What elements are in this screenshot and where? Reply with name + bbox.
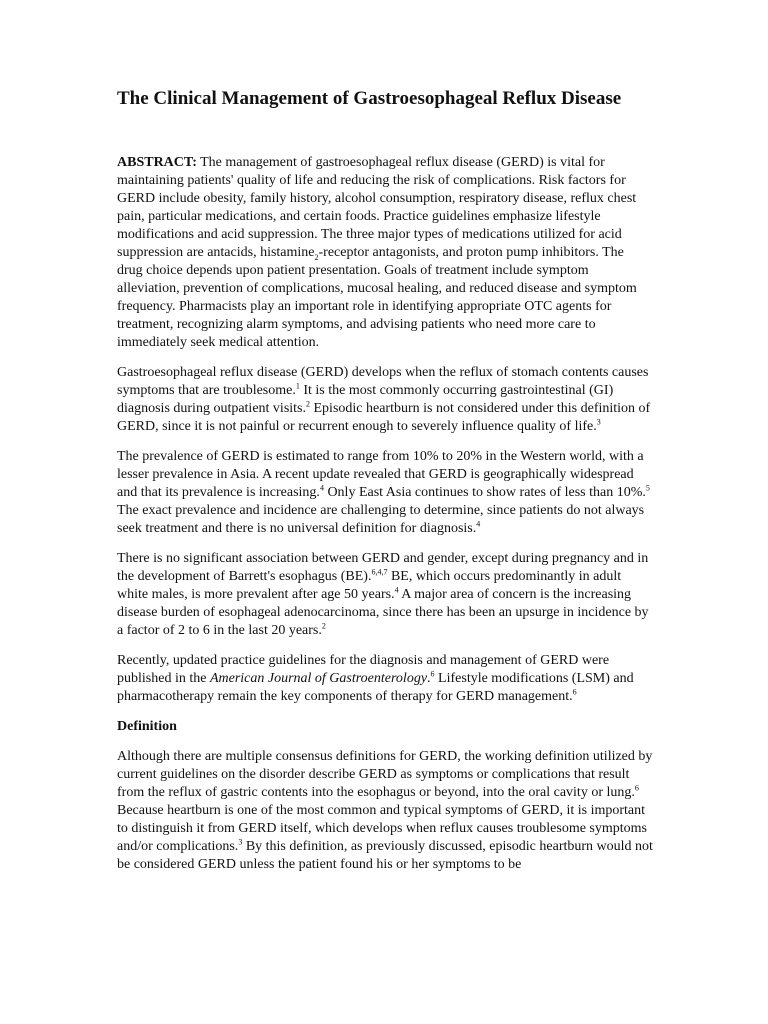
text-run: Lifestyle modifications (LSM) and pharmacotherapy remain the key components of therapy for GERD management. <box>117 671 634 704</box>
citation-superscript: 3 <box>238 837 243 847</box>
text-run: The exact prevalence and incidence are challenging to determine, since patients do not always seek treatment and there is no universal definition for diagnosis. <box>117 503 645 536</box>
text-run: Only East Asia continues to show rates of less than 10%. <box>323 485 646 500</box>
document-title: The Clinical Management of Gastroesophageal Reflux Disease <box>117 88 622 109</box>
paragraph-prevalence <box>117 448 653 538</box>
citation-superscript: 3 <box>596 417 601 427</box>
abstract-text-a: The management of gastroesophageal reflux disease (GERD) is vital for maintaining patients' quality of life and reducing the risk of complications. Risk factors for GERD include obesity, family history, alcohol consumption, respiratory disease, reflux chest pain, particular medications, and certain foods. Practice guidelines emphasize lifestyle modifications and acid suppression. The three major types of medications utilized for acid suppression are antacids, histamine <box>117 155 637 260</box>
text-run: By this definition, as previously discussed, episodic heartburn would not be considered GERD unless the patient found his or her symptoms to be <box>117 839 653 872</box>
citation-superscript: 2 <box>321 621 326 631</box>
text-run: There is no significant association between GERD and gender, except during pregnancy and in the development of Barrett's esophagus (BE). <box>117 551 649 584</box>
citation-superscript: 6 <box>572 687 577 697</box>
text-run: Episodic heartburn is not considered under this definition of GERD, since it is not painful or recurrent enough to severely influence quality of life. <box>117 401 651 434</box>
document-body <box>117 154 653 874</box>
citation-superscript: 6 <box>634 783 639 793</box>
citation-superscript: 6,4,7 <box>371 567 388 577</box>
abstract-paragraph <box>117 154 653 352</box>
paragraph-gender-association <box>117 550 653 640</box>
journal-name: American Journal of Gastroenterology <box>209 671 428 686</box>
citation-superscript: 4 <box>319 483 324 493</box>
citation-superscript: 4 <box>476 519 481 529</box>
text-run: BE, which occurs predominantly in adult white males, is more prevalent after age 50 years. <box>117 569 622 602</box>
citation-superscript: 6 <box>430 669 435 679</box>
citation-superscript: 1 <box>295 381 300 391</box>
paragraph-definition <box>117 748 653 874</box>
section-heading-definition: Definition <box>117 719 177 734</box>
abstract-label: ABSTRACT: <box>117 155 197 170</box>
paragraph-guidelines <box>117 652 653 706</box>
paragraph-gerd-intro <box>117 364 653 436</box>
abstract-text-b: -receptor antagonists, and proton pump inhibitors. The drug choice depends upon patient presentation. Goals of treatment include symptom alleviation, prevention of complications, mucosal healing, and reduced disease and symptom frequency. Pharmacists play an important role in identifying appropriate OTC agents for treatment, recognizing alarm symptoms, and advising patients who need more care to immediately seek medical attention. <box>117 245 637 350</box>
text-run: It is the most commonly occurring gastrointestinal (GI) diagnosis during outpatient visits. <box>117 383 614 416</box>
citation-superscript: 4 <box>394 585 399 595</box>
text-run: The prevalence of GERD is estimated to range from 10% to 20% in the Western world, with a lesser prevalence in Asia. A recent update revealed that GERD is geographically widespread and that its prevalence is increasing. <box>117 449 644 500</box>
text-run: Gastroesophageal reflux disease (GERD) develops when the reflux of stomach contents causes symptoms that are troublesome. <box>117 365 649 398</box>
text-run: Although there are multiple consensus definitions for GERD, the working definition utilized by current guidelines on the disorder describe GERD as symptoms or complications that result from the reflux of gastric contents into the esophagus or beyond, into the oral cavity or lung. <box>117 749 653 800</box>
subscript: 2 <box>314 252 319 262</box>
text-run: . <box>427 671 431 686</box>
citation-superscript: 5 <box>645 483 650 493</box>
citation-superscript: 2 <box>306 399 310 409</box>
text-run: Because heartburn is one of the most common and typical symptoms of GERD, it is important to distinguish it from GERD itself, which develops when reflux causes troublesome symptoms and/or complications. <box>117 803 647 854</box>
text-run: Recently, updated practice guidelines for the diagnosis and management of GERD were published in the <box>117 653 610 686</box>
text-run: A major area of concern is the increasing disease burden of esophageal adenocarcinoma, since there has been an upsurge in incidence by a factor of 2 to 6 in the last 20 years. <box>117 587 649 638</box>
